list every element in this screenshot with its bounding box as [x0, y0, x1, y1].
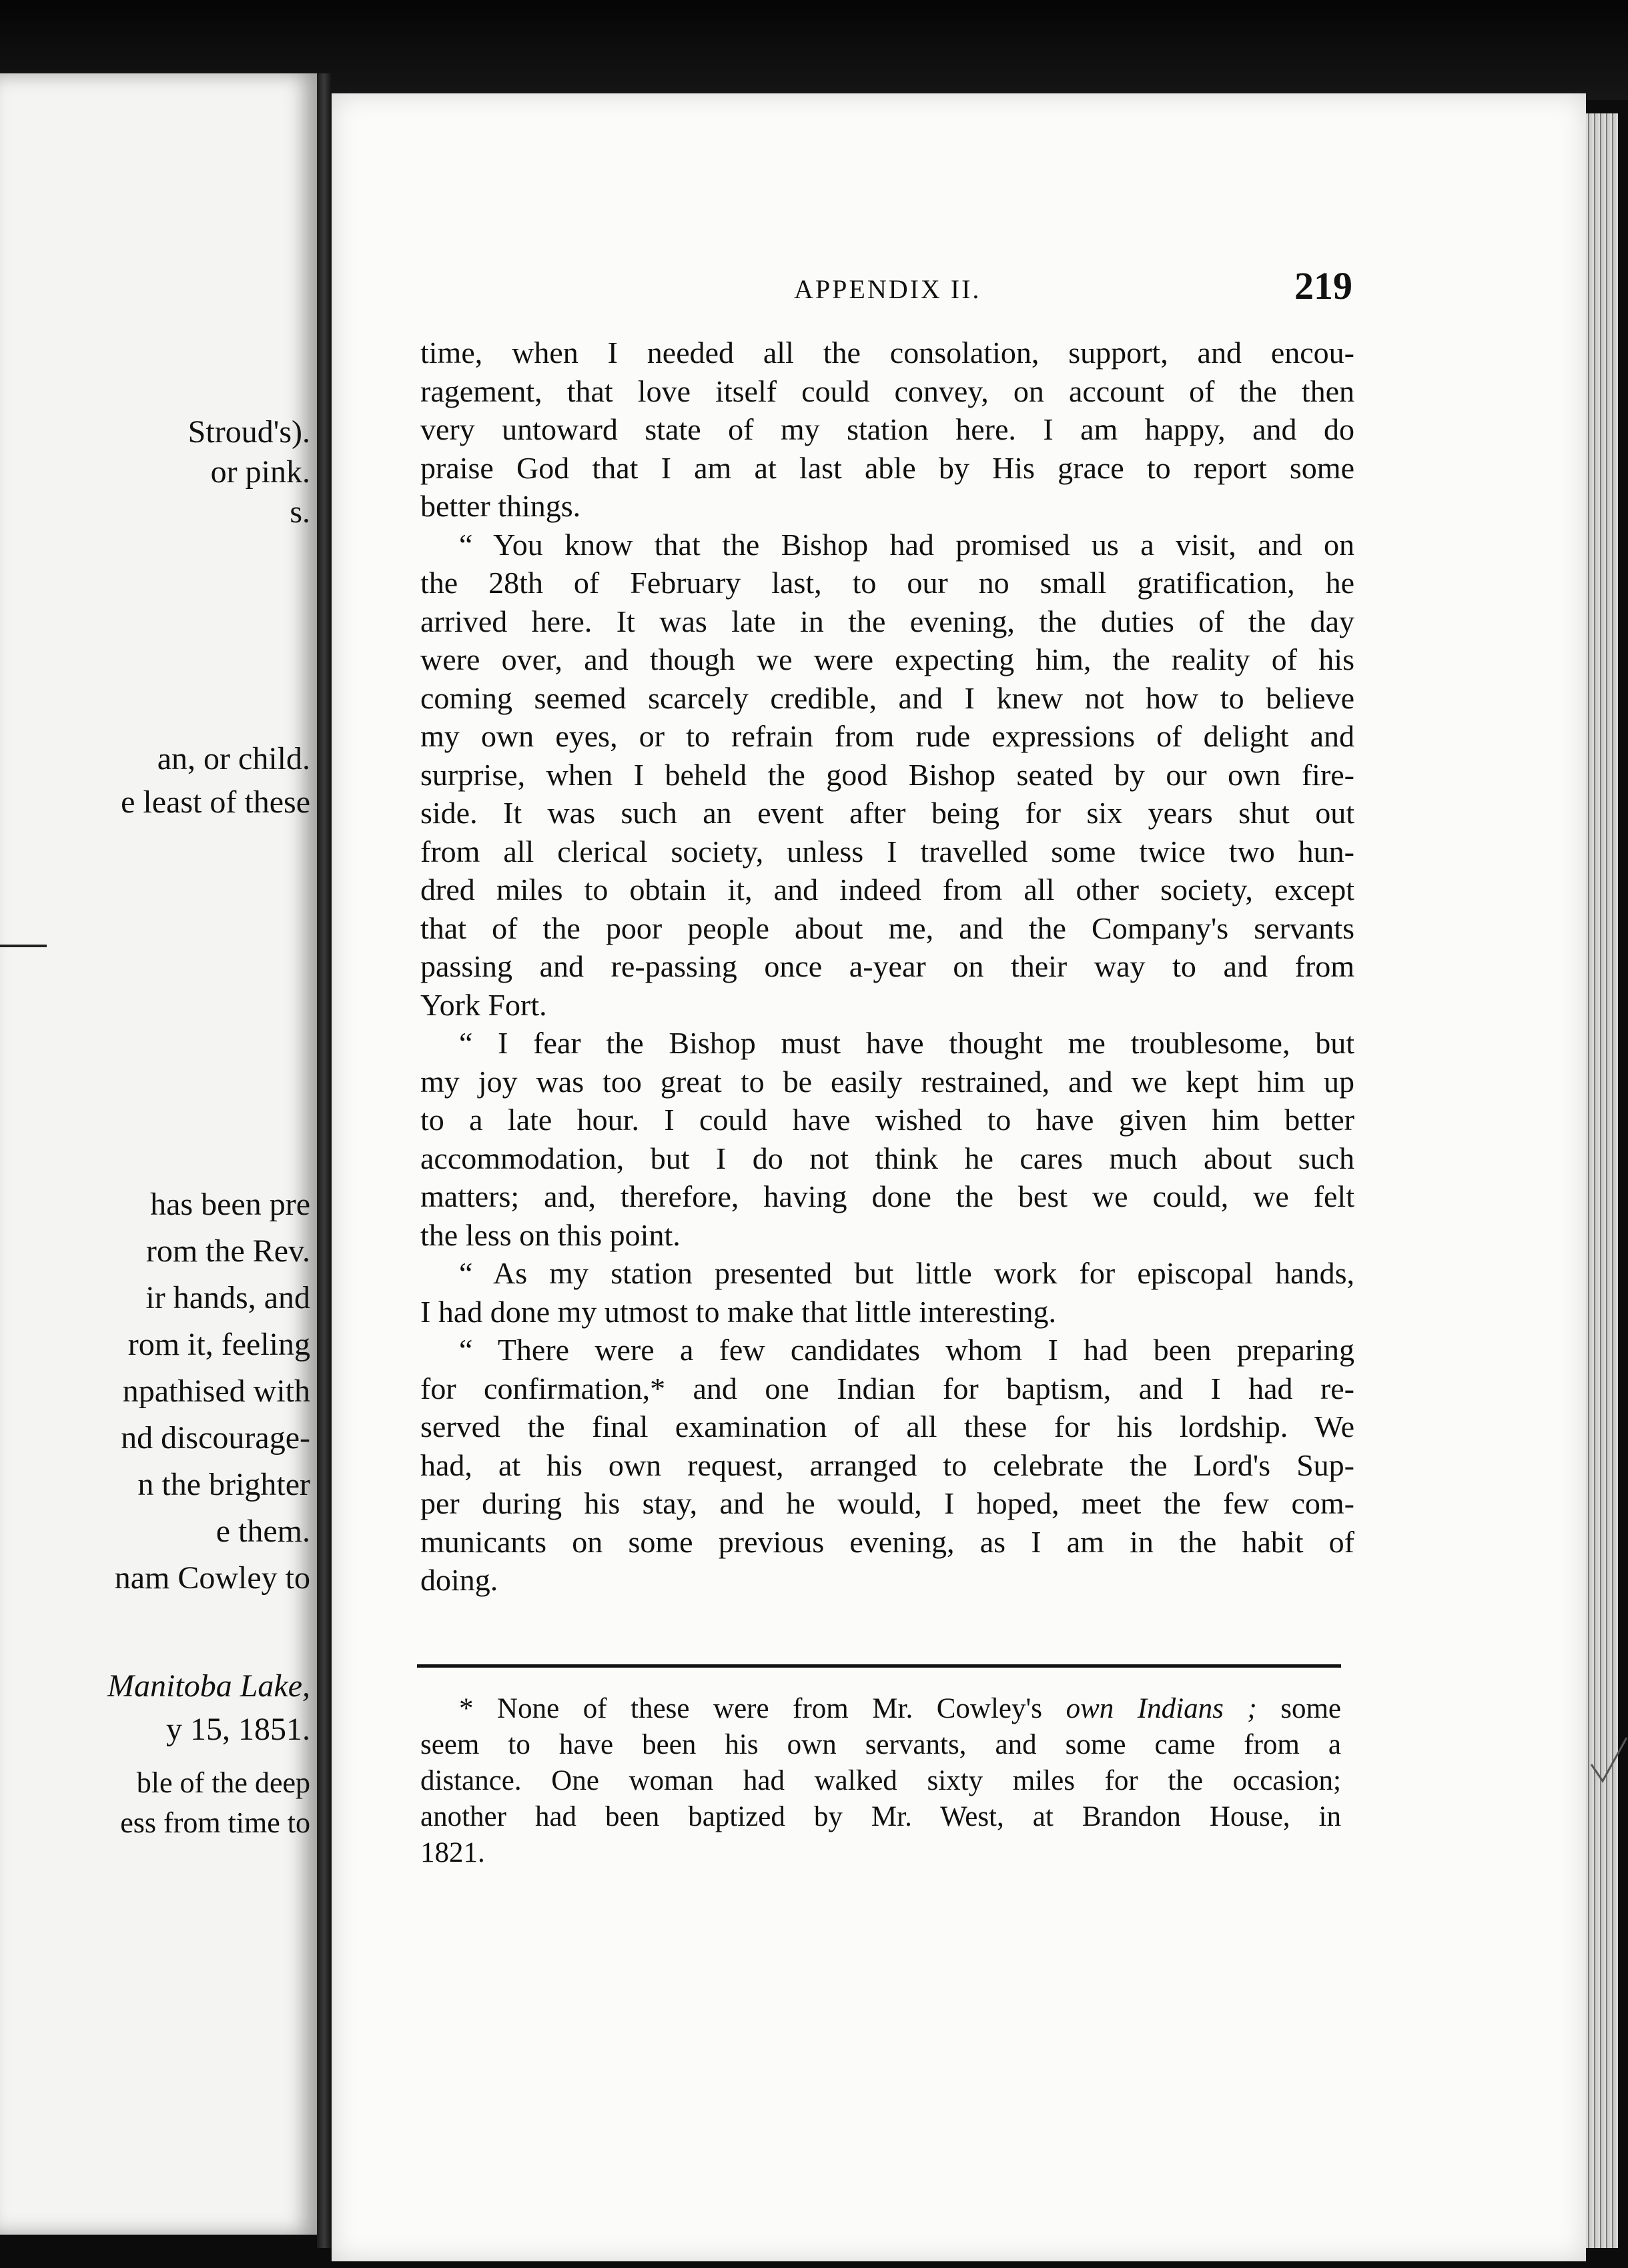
footnote-line: 1821.	[420, 1837, 485, 1868]
footnote-line: another had been baptized by Mr. West, at Brandon House, in	[420, 1801, 1341, 1832]
page-number: 219	[1294, 264, 1352, 308]
text-line: dred miles to obtain it, and indeed from all other society, except	[420, 873, 1354, 907]
text-line: the 28th of February last, to our no small gratification, he	[420, 566, 1354, 600]
text-line: were over, and though we were expecting him, the reality of his	[420, 642, 1354, 676]
footnote	[420, 1691, 1341, 1871]
text-line: arrived here. It was late in the evening, the duties of the day	[420, 604, 1354, 638]
footnote-text: * None of these were from Mr. Cowley's	[459, 1693, 1066, 1724]
footnote-line: distance. One woman had walked sixty miles for the occasion;	[420, 1765, 1341, 1796]
text-line: “ You know that the Bishop had promised us a visit, and on	[459, 527, 1354, 562]
footnote-emphasis: own Indians ;	[1066, 1693, 1257, 1724]
body-text	[420, 334, 1354, 1600]
facing-line: ir hands, and	[145, 1280, 310, 1315]
text-line: doing.	[420, 1563, 498, 1597]
facing-line: nd discourage-	[121, 1420, 310, 1456]
facing-line: rom it, feeling	[127, 1327, 310, 1362]
facing-line: e them.	[216, 1514, 310, 1549]
facing-line: nam Cowley to	[114, 1560, 310, 1596]
facing-line: e least of these	[121, 784, 310, 820]
text-line: to a late hour. I could have wished to have given him better	[420, 1103, 1354, 1137]
text-line: had, at his own request, arranged to celebrate the Lord's Sup-	[420, 1448, 1354, 1482]
facing-line: has been pre	[150, 1187, 310, 1222]
facing-line: n the brighter	[137, 1467, 310, 1502]
text-line: passing and re-passing once a-year on their way to and from	[420, 949, 1354, 983]
footnote-line: seem to have been his own servants, and some came from a	[420, 1729, 1341, 1760]
text-line: praise God that I am at last able by His grace to report some	[420, 450, 1354, 485]
text-line: very untoward state of my station here. I am happy, and do	[420, 412, 1354, 446]
facing-line: or pink.	[210, 454, 310, 490]
text-line: “ As my station presented but little work for episcopal hands,	[459, 1256, 1354, 1290]
text-line: coming seemed scarcely credible, and I knew not how to believe	[420, 680, 1354, 715]
facing-line: an, or child.	[157, 741, 310, 776]
text-line: I had done my utmost to make that little interesting.	[420, 1294, 1057, 1329]
footnote-text: some	[1256, 1693, 1341, 1724]
text-line: my joy was too great to be easily restrained, and we kept him up	[420, 1064, 1354, 1099]
text-line: per during his stay, and he would, I hoped, meet the few com-	[420, 1486, 1354, 1520]
text-line: municants on some previous evening, as I am in the habit of	[420, 1524, 1354, 1559]
text-line: better things.	[420, 489, 581, 523]
facing-page-fragment	[0, 73, 317, 2235]
book-gutter	[317, 73, 332, 2248]
text-line: time, when I needed all the consolation, support, and encou-	[420, 336, 1354, 370]
facing-line: s.	[290, 494, 310, 530]
text-line: side. It was such an event after being for six years shut out	[420, 796, 1354, 830]
text-line: that of the poor people about me, and the Company's servants	[420, 911, 1354, 945]
text-line: accommodation, but I do not think he cares much about such	[420, 1141, 1354, 1175]
facing-line: npathised with	[122, 1373, 310, 1409]
facing-line: Manitoba Lake,	[107, 1668, 310, 1704]
facing-line: ess from time to	[120, 1806, 310, 1839]
facing-line: y 15, 1851.	[166, 1712, 310, 1747]
text-line: from all clerical society, unless I travelled some twice two hun-	[420, 834, 1354, 869]
footnote-rule	[417, 1664, 1341, 1668]
text-line: York Fort.	[420, 987, 547, 1022]
facing-rule	[0, 945, 47, 947]
text-line: “ I fear the Bishop must have thought me troublesome, but	[459, 1026, 1354, 1060]
running-header: APPENDIX II.	[794, 274, 981, 304]
text-line: the less on this point.	[420, 1217, 681, 1252]
footnote-line	[420, 1691, 1341, 1727]
text-line: my own eyes, or to refrain from rude expressions of delight and	[420, 719, 1354, 753]
facing-line: rom the Rev.	[145, 1233, 310, 1269]
text-line: surprise, when I beheld the good Bishop seated by our own fire-	[420, 757, 1354, 792]
pencil-check-mark	[1588, 1734, 1628, 1788]
facing-line: Stroud's).	[187, 414, 310, 450]
text-line: served the final examination of all these for his lordship. We	[420, 1409, 1354, 1444]
text-line: ragement, that love itself could convey, on account of the then	[420, 374, 1354, 408]
text-line: matters; and, therefore, having done the best we could, we felt	[420, 1179, 1354, 1213]
text-line: “ There were a few candidates whom I had been preparing	[459, 1333, 1354, 1367]
text-line: for confirmation,* and one Indian for baptism, and I had re-	[420, 1371, 1354, 1405]
page-edge	[1586, 113, 1618, 2248]
facing-line: ble of the deep	[136, 1766, 310, 1799]
